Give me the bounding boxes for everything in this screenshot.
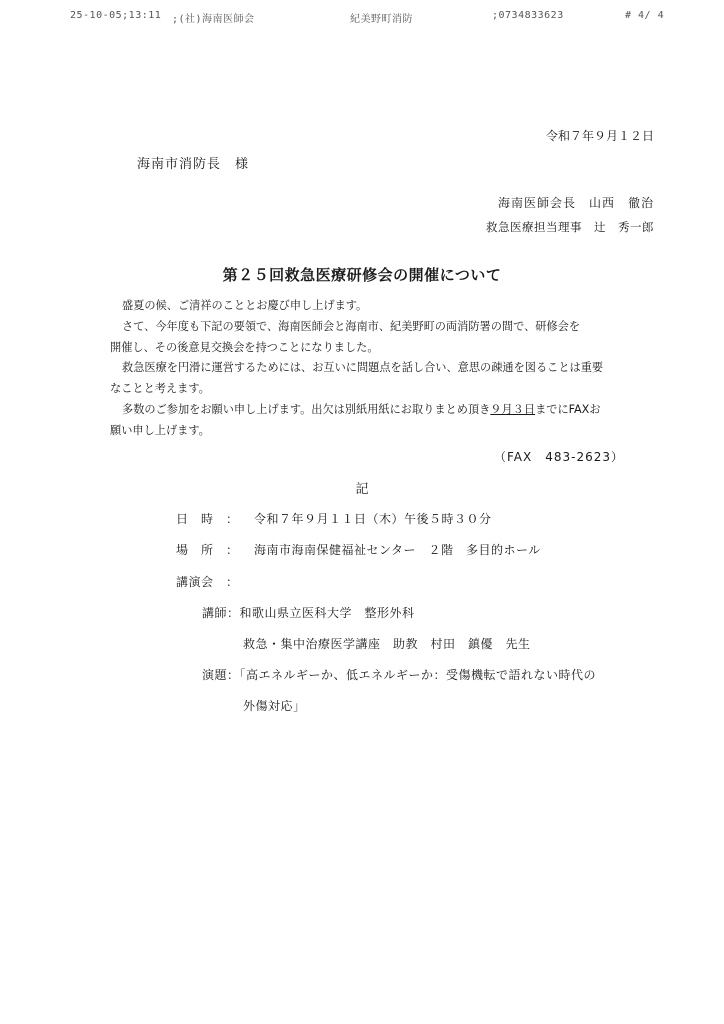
body-paragraph-3-line-2: なことと考えます。 (110, 382, 210, 396)
fax-center-label: 紀美野町消防 (350, 14, 413, 25)
lecture-label: 講演会 ： (176, 575, 239, 589)
letter-body (110, 296, 660, 442)
body-paragraph-4-pre: 多数のご参加をお願い申し上げます。出欠は別紙用紙にお取りまとめ頂き (122, 402, 491, 416)
fax-contact-number: （FAX 483-2623） (493, 450, 624, 464)
document-title: 第２５回救急医療研修会の開催について (222, 266, 502, 284)
body-paragraph-4-line-1 (110, 400, 660, 421)
topic-line-1: 演題：「高エネルギーか、低エネルギーか：受傷機転で語れない時代の (202, 668, 597, 682)
fax-number: ;0734833623 (492, 10, 564, 21)
body-paragraph-2-line-1: さて、今年度も下記の要領で、海南医師会と海南市、紀美野町の両消防署の間で、研修会を (122, 319, 581, 333)
lecturer-line-1: 講師：和歌山県立医科大学 整形外科 (202, 606, 415, 620)
date-value: 令和７年９月１１日（木）午後５時３０分 (254, 512, 492, 526)
place-value: 海南市海南保健福祉センター ２階 多目的ホール (254, 543, 541, 557)
body-paragraph-4-line-2: 願い申し上げます。 (110, 423, 210, 437)
fax-sender-label: ;(社)海南医師会 (172, 14, 255, 25)
body-paragraph-3-line-1: 救急医療を円滑に運営するためには、お互いに問題点を話し合い、意思の疎通を図ることは重要 (122, 361, 604, 375)
date-label: 日 時 ： (176, 512, 239, 526)
recipient: 海南市消防長 様 (137, 157, 250, 172)
sender-line-2: 救急医療担当理事 辻 秀一郎 (486, 220, 654, 234)
fax-timestamp: 25-10-05;13:11 (70, 10, 162, 21)
place-label: 場 所 ： (176, 543, 239, 557)
sender-line-1: 海南医師会長 山西 徹治 (497, 196, 654, 210)
lecturer-line-2: 救急・集中治療医学講座 助教 村田 鎮優 先生 (243, 637, 531, 651)
body-paragraph-1: 盛夏の候、ご清祥のこととお慶び申し上げます。 (122, 299, 368, 312)
ki-heading: 記 (355, 482, 369, 497)
deadline-date: ９月３日 (490, 402, 536, 416)
fax-page-number: # 4/ 4 (625, 10, 665, 21)
letter-date: 令和７年９月１２日 (545, 129, 654, 143)
body-paragraph-2-line-2: 開催し、その後意見交換会を持つことになりました。 (110, 340, 379, 354)
body-paragraph-4-post: までにFAXお (535, 402, 601, 416)
topic-line-2: 外傷対応」 (243, 699, 306, 713)
